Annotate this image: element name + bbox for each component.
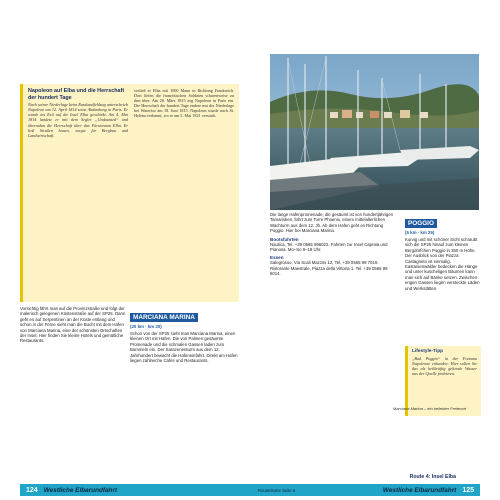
poggio-heading: POGGIO	[405, 219, 437, 228]
right-main-column-1	[270, 212, 398, 277]
left-footer-title: Westliche Elbarundfahrt	[43, 486, 118, 494]
napoleon-box-text-2: verließ er Elba mit 1000 Mann in Richtung Frankreich. Dort liefen die französischen Soldaten scharenweise zu ihm über. Am 20. März 1815 zog Napoleon in Paris ein. Die Herrschaft der hundert Tage endete mit der Niederlage bei Waterloo am 18. Juni 1815. Napoleon wurde nach St. Helena verbannt, wo er am 5. Mai 1821 verstarb.	[134, 88, 234, 119]
marciana-marina-subheading: (20 km · km 20)	[130, 324, 162, 329]
left-body-text-1: Vorsichtig fährt man auf die Provinzstraße und folgt der malerisch gelegenen Küstenstraße auf der SP25. Dann geht es auf Serpentinen an der Küste entlang und schon in der Ferne sieht man die Bucht mit dem Hafen von Marciana Marina, eine der schönsten Ortschaften der Insel. Hier finden Sie kleine Hotels und gemütliche Restaurants.	[20, 306, 126, 344]
napoleon-info-box	[20, 84, 239, 302]
food-heading: Essen	[270, 255, 284, 261]
left-page-number: 124	[26, 486, 38, 494]
route-map-reference: Routenkarte Seite II	[258, 488, 296, 493]
right-page-number: 125	[462, 486, 474, 494]
route-label: Route 4: Insel Elba	[409, 474, 456, 480]
poggio-section	[405, 212, 481, 291]
marciana-marina-heading: MARCIANA MARINA	[130, 313, 198, 322]
food-text: Salegrosso, Via Scali Mazzini 12, Tel. +39 0565 99 7010. Ristorante Maestrale, Piazza della Vittoria 1. Tel. +39 0565 99 6014.	[270, 260, 388, 277]
poggio-text: Kurvig und mit schöner Sicht schraubt sich die SP25 hinauf zum kleinen Bergdörfchen Poggio in 350 m Höhe. Der Ausblick von der Piazza Castagneto ist einmalig. Kastanienwälder bedecken die Hänge und unter kuscheligen Bäumen kann man sich auf Bänke setzen. Zwischen engen Gassen liegen versteckte Läden und Werkstätten.	[405, 237, 480, 291]
left-main-column-1	[20, 306, 126, 344]
left-main-column-2	[130, 306, 238, 363]
poggio-subheading: (5 km · km 25)	[405, 230, 435, 235]
harbor-photo	[270, 54, 479, 210]
right-footer-title: Westliche Elbarundfahrt	[382, 486, 457, 494]
napoleon-box-title: Napoleon auf Elba und die Herrschaft der hundert Tage	[28, 88, 125, 101]
left-body-text-2: Schon von der SP25 sieht man Marciana Marina, einen kleinen Ort mit Hafen. Die von Palmen gesäumte Promenade und die schmalen Gassen laden zum Bummeln ein. Der Sarazenenturm aus dem 12. Jahrhundert bewacht die Hafeneinfahrt. Direkt am Hafen liegen zahlreiche Cafés und Restaurants.	[130, 331, 238, 364]
right-body-text-1: Die lange Hafenpromenade, die gesäumt ist von hundertjährigen Tamarisken, führt zum Torre Phoenix, einem mittelalterlichen Wachturm aus dem 12. Jh. Ab dem Hafen geht es Richtung Poggio. Hier bei Marciana Marina.	[270, 212, 394, 234]
left-footer-bar	[20, 484, 250, 496]
boat-tours-text: Nautica, Tel. +39 0565 996022. Fahrten zur Insel Capraia und Pianosa. Mo–So 9–19 Uhr.	[270, 241, 388, 253]
lifestyle-tip-title: Lifestyle-Tipp	[412, 349, 444, 354]
photo-caption: Marciana Marina – ein beliebter Ferienort	[393, 406, 467, 411]
boat-tours-heading: Bootsfahrten	[270, 236, 299, 242]
lifestyle-tip-text: „Bad Poggio“ in der Fontana Napoleone erkunden: Hier sollen Sie das als heilkräftig geltende Wasser aus der Quelle probieren.	[412, 356, 477, 377]
napoleon-box-text-1: Nach seiner Niederlage beim Russlandfeldzug unterschrieb Napoleon am 12. April 1814 seine Abdankung in Paris. Er wurde ins Exil auf die Insel Elba geschickt. Am 4. Mai 1814 landete er mit dem Segler „Undaunted“ und übernahm die Herrschaft über das Fürstentum Elba. Er ließ Straßen bauen, sorgte für Bergbau und Landwirtschaft.	[28, 102, 128, 138]
